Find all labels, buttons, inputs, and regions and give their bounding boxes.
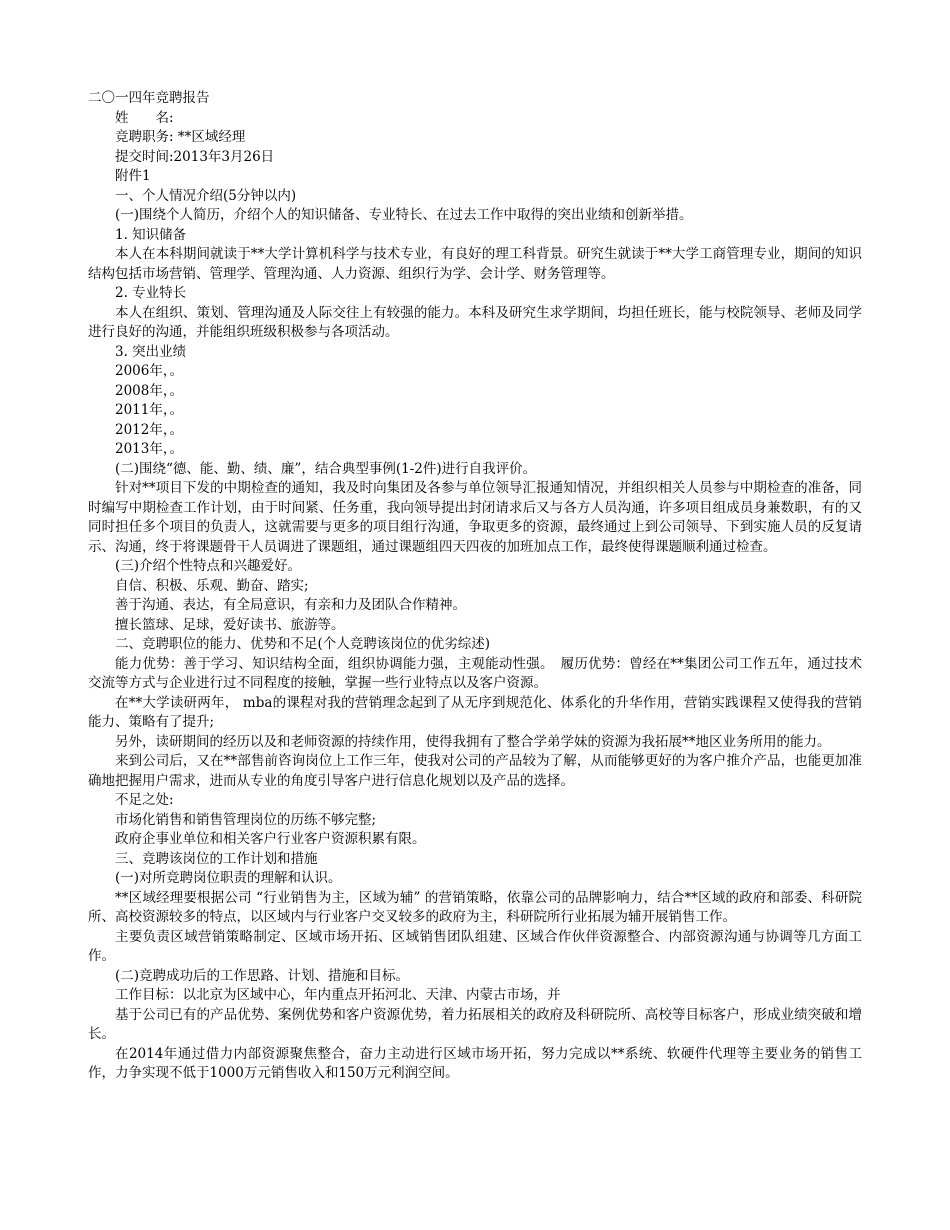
document-paragraph: 工作目标：以北京为区域中心，年内重点开拓河北、天津、内蒙古市场，并: [115, 987, 561, 1003]
document-paragraph: 3. 突出业绩: [115, 343, 187, 360]
document-paragraph: 竞聘职务: **区域经理: [115, 129, 246, 145]
document-paragraph: 附件1: [115, 168, 151, 184]
document-paragraph: (二)竞聘成功后的工作思路、计划、措施和目标。: [115, 967, 410, 984]
document-paragraph: 不足之处:: [115, 792, 174, 808]
document-paragraph: 本人在本科期间就读于**大学计算机科学与技术专业，有良好的理工科背景。研究生就读于**大学工商管理专业，期间的知识结构包括市场营销、管理学、管理沟通、人力资源、组织行为学、会计学、财务管理等。: [88, 246, 862, 282]
document-paragraph: 自信、积极、乐观、勤奋、踏实;: [115, 577, 309, 594]
document-paragraph: 提交时间:2013年3月26日: [115, 148, 275, 165]
document-paragraph: 2012年，。: [115, 421, 184, 438]
document-paragraph: 二、竞聘职位的能力、优势和不足(个人竞聘该岗位的优劣综述): [115, 636, 491, 652]
document-paragraph: 三、竞聘该岗位的工作计划和措施: [115, 850, 318, 867]
document-paragraph: 2006年，。: [115, 363, 184, 379]
document-paragraph: 1. 知识储备: [115, 226, 187, 243]
document-paragraph: 在2014年通过借力内部资源聚焦整合，奋力主动进行区域市场开拓，努力完成以**系统、软硬件代理等主要业务的销售工作，力争实现不低于1000万元销售收入和150万元利润空间。: [88, 1045, 862, 1081]
document-paragraph: 本人在组织、策划、管理沟通及人际交往上有较强的能力。本科及研究生求学期间，均担任班长，能与校院领导、老师及同学进行良好的沟通，并能组织班级积极参与各项活动。: [88, 304, 862, 340]
document-paragraph: 能力优势：善于学习、知识结构全面，组织协调能力强，主观能动性强。 履历优势：曾经在**集团公司工作五年，通过技术交流等方式与企业进行过不同程度的接触，掌握一些行业特点以及客户资源。: [88, 655, 862, 691]
document-paragraph: 2013年，。: [115, 441, 184, 457]
document-paragraph: 主要负责区域营销策略制定、区域市场开拓、区域销售团队组建、区域合作伙伴资源整合、内部资源沟通与协调等几方面工作。: [88, 928, 862, 964]
document-paragraph: 另外，读研期间的经历以及和老师资源的持续作用，使得我拥有了整合学弟学妹的资源为我拓展**地区业务所用的能力。: [115, 733, 831, 750]
document-page: [88, 89, 862, 1084]
document-paragraph: (三)介绍个性特点和兴趣爱好。: [115, 558, 302, 574]
document-paragraph: 政府企事业单位和相关客户行业客户资源积累有限。: [115, 831, 426, 847]
document-paragraph: 市场化销售和销售管理岗位的历练不够完整;: [115, 811, 377, 828]
document-paragraph: 一、个人情况介绍(5分钟以内): [115, 187, 297, 204]
document-title: 二〇一四年竞聘报告: [88, 90, 210, 106]
document-paragraph: 擅长篮球、足球，爱好读书、旅游等。: [115, 616, 345, 633]
document-paragraph: (一)围绕个人简历，介绍个人的知识储备、专业特长、在过去工作中取得的突出业绩和创新举措。: [115, 207, 693, 223]
document-paragraph: (一)对所竞聘岗位职责的理解和认识。: [115, 870, 342, 886]
document-paragraph: 针对**项目下发的中期检查的通知，我及时向集团及各参与单位领导汇报通知情况，并组织相关人员参与中期检查的准备，同时编写中期检查工作计划，由于时间紧、任务重，我向领导提出封闭请求后又与各方人员沟通，许多项目组成员身兼数职，有的又同时担任多个项目的负责人，这就需要与更多的项目组行沟通，争取更多的资源，最终通过上到公司领导、下到实施人员的反复请示、沟通，终于将课题骨干人员调进了课题组，通过课题组四天四夜的加班加点工作，最终使得课题顺利通过检查。: [88, 480, 862, 555]
document-paragraph: 来到公司后，又在**部售前咨询岗位上工作三年，使我对公司的产品较为了解，从而能够更好的为客户推介产品，也能更加准确地把握用户需求，进而从专业的角度引导客户进行信息化规划以及产品的选择。: [88, 753, 862, 789]
document-paragraph: 姓 名:: [115, 109, 174, 126]
document-paragraph: 2. 专业特长: [115, 285, 187, 301]
document-paragraph: 2011年，。: [115, 402, 184, 418]
document-paragraph: 2008年，。: [115, 382, 184, 399]
document-paragraph: 善于沟通、表达，有全局意识，有亲和力及团队合作精神。: [115, 597, 466, 613]
document-paragraph: 基于公司已有的产品优势、案例优势和客户资源优势，着力拓展相关的政府及科研院所、高校等目标客户，形成业绩突破和增长。: [88, 1006, 862, 1042]
document-paragraph: (二)围绕“德、能、勤、绩、廉”，结合典型事例(1-2件)进行自我评价。: [115, 460, 537, 477]
document-paragraph: 在**大学读研两年， mba的课程对我的营销理念起到了从无序到规范化、体系化的升华作用，营销实践课程又使得我的营销能力、策略有了提升;: [88, 694, 862, 730]
document-paragraph: **区域经理要根据公司 “行业销售为主，区域为辅” 的营销策略，依靠公司的品牌影响力，结合**区域的政府和部委、科研院所、高校资源较多的特点，以区域内与行业客户交叉较多的政府为主，科研院所行业拓展为辅开展销售工作。: [88, 889, 862, 925]
